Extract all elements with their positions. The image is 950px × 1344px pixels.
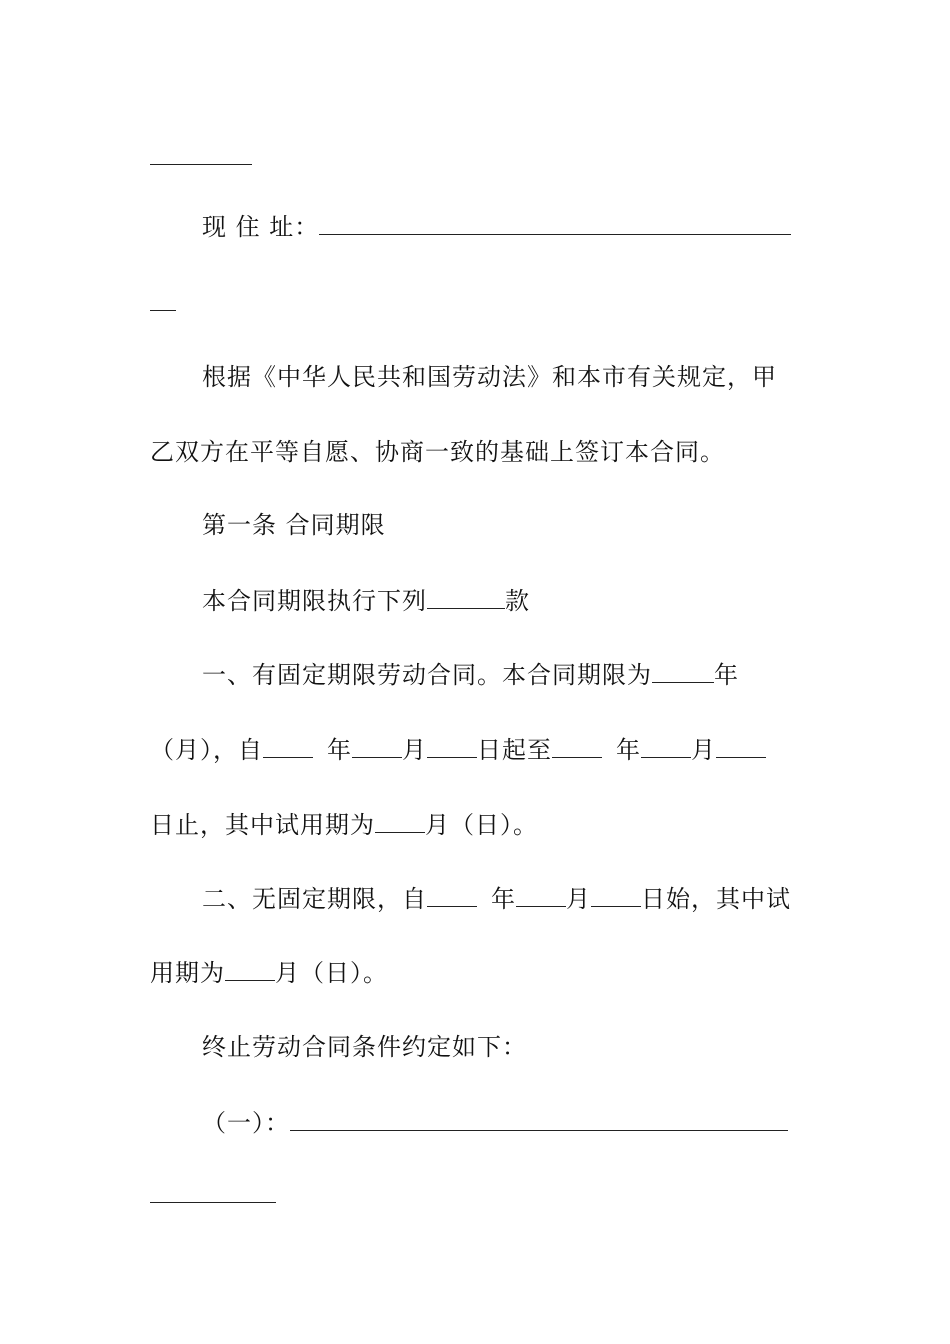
unit-year: 年 (616, 736, 641, 764)
blank-field[interactable] (150, 1180, 276, 1203)
address-continuation (150, 288, 176, 318)
open-start-month-field[interactable] (516, 884, 566, 907)
blank-field[interactable] (150, 142, 252, 165)
term-unit: 款 (505, 587, 530, 615)
address-field[interactable] (319, 212, 791, 235)
intro-line-1: 根据《中华人民共和国劳动法》和本市有关规定，甲 (202, 363, 777, 391)
fixed-term-years-field[interactable] (652, 660, 714, 683)
month-paren-text: （月），自 (150, 736, 263, 764)
unit-year: 年 (327, 736, 352, 764)
open-trial-line (150, 958, 388, 988)
open-trial-unit: 月（日）。 (275, 959, 388, 987)
trial-text: 日止，其中试用期为 (150, 811, 375, 839)
blank-field[interactable] (150, 288, 176, 311)
unit-year: 年 (491, 885, 516, 913)
unit-month: 月 (691, 736, 716, 764)
start-month-field[interactable] (352, 735, 402, 758)
end-month-field[interactable] (641, 735, 691, 758)
open-trial-text: 用期为 (150, 959, 225, 987)
term-text: 本合同期限执行下列 (202, 587, 427, 615)
open-term-text: 二、无固定期限，自 (202, 885, 427, 913)
item-1-continuation (150, 1180, 276, 1210)
fixed-term-text: 一、有固定期限劳动合同。本合同期限为 (202, 661, 652, 689)
unit-month: 月 (402, 736, 427, 764)
unit-year: 年 (714, 661, 739, 689)
term-clause-field[interactable] (427, 586, 505, 609)
open-start-year-field[interactable] (427, 884, 477, 907)
terminate-item-1 (202, 1108, 788, 1138)
start-year-field[interactable] (263, 735, 313, 758)
start-day-field[interactable] (427, 735, 477, 758)
open-start-unit: 日始，其中试 (641, 885, 791, 913)
address-line (202, 212, 791, 242)
terminate-title: 终止劳动合同条件约定如下： (202, 1033, 527, 1061)
start-day-unit: 日起至 (477, 736, 552, 764)
end-year-field[interactable] (552, 735, 602, 758)
address-label: 现 住 址： (202, 213, 320, 241)
date-range-line (150, 735, 766, 765)
open-trial-months-field[interactable] (225, 958, 275, 981)
article-1-title: 第一条 合同期限 (202, 511, 386, 539)
fixed-term-line (202, 660, 739, 690)
term-line (202, 586, 530, 616)
end-day-field[interactable] (716, 735, 766, 758)
open-term-line (202, 884, 791, 914)
item-1-field[interactable] (290, 1108, 788, 1131)
trial-months-field[interactable] (375, 810, 425, 833)
blank-line-top (150, 142, 252, 172)
trial-unit: 月（日）。 (425, 811, 538, 839)
unit-month: 月 (566, 885, 591, 913)
open-start-day-field[interactable] (591, 884, 641, 907)
intro-line-2: 乙双方在平等自愿、协商一致的基础上签订本合同。 (150, 438, 725, 466)
trial-period-line (150, 810, 538, 840)
item-1-label: （一）： (202, 1109, 290, 1137)
